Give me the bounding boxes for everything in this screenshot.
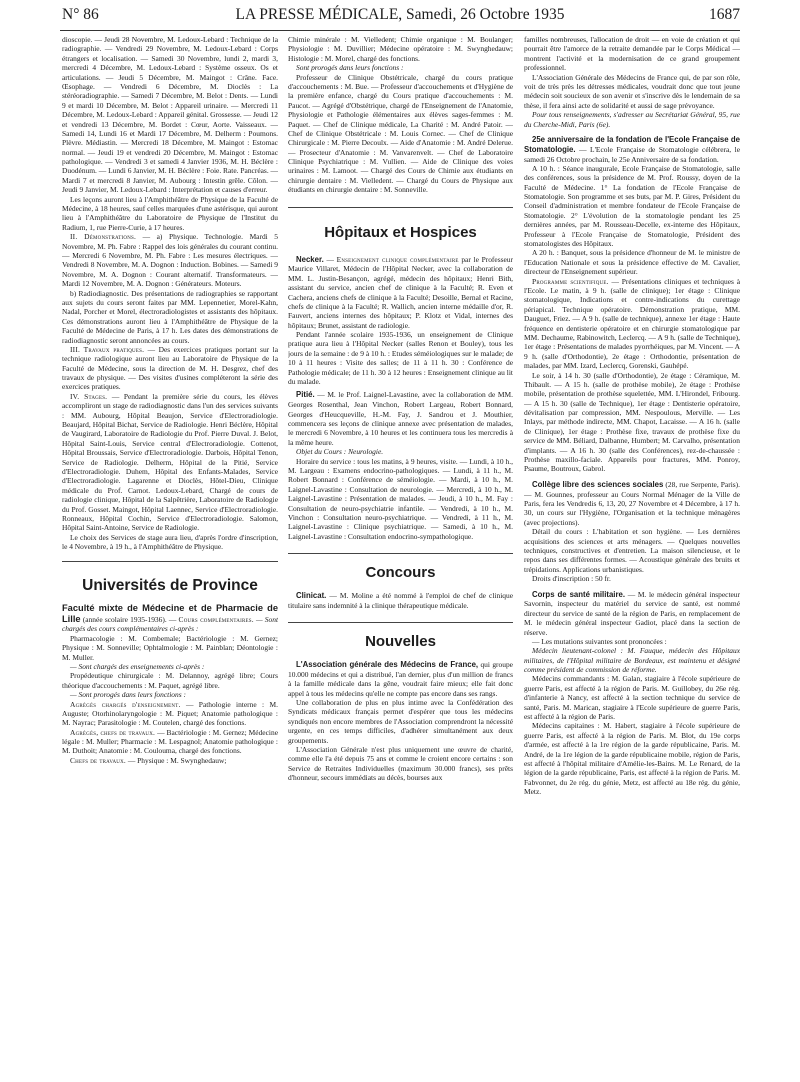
stage-choice-paragraph: Le choix des Services de stage aura lieu, d'après l'ordre d'inscription, le 4 Novembre, à 19 h., à l'Amphithéâtre de Physique. (62, 532, 278, 552)
section-divider (288, 622, 513, 623)
military-entry: Corps de santé militaire. — M. le médecin général inspecteur Savornin, inspecteur du matériel du service de santé, est nommé directeur du service de santé de la région de Paris, en remplacement de M. le médecin général inspecteur Gadiot, placé dans la section de réserve. (524, 589, 740, 637)
lille-entry: Faculté mixte de Médecine et de Pharmacie de Lille (année scolaire 1935-1936). — Cours complémentaires. — Sont chargés des cours complémentaires ci-après : (62, 603, 278, 634)
stages-paragraph: IV. Stages. — Pendant la première série du cours, les élèves accompliront un stage de radiodiagnostic dans l'un des services suivants : MM. Aubourg, Hôpital Beaujon, Service d'Electroradiologie. Beaujard, Hôpital Bichat, Service de Radiologie. Henri Béclère, Hôpital de Vaugirard, Laboratoire de Radiologie du Prof. Pierre Duval. J. Belot, Hôpital Saint-Louis, Service central d'Electroradiologie. Cottenot, Hôpital Broussais, Service d'Electroradiologie. Darbois, Hôpital Tenon, Service de Radiologie. Delherm, Hôpital de la Pitié, Service d'Electroradiologie. Duhem, Hôpital des Enfants-Malades, Service d'Electroradiologie. Lagarenne et Dioclès, Hôtel-Dieu, Clinique médicale du Prof. Carnot. Ledoux-Lebard, Chargé de cours de radiologie clinique, Hôpital de la Salpêtrière, Laboratoire de Radiologie du Prof. Gosset. Maingot, Hôpital Laennec, Service d'Electroradiologie. Ronneaux, Hôpital Cochin, Service d'Electroradiologie. Salomon, Hôpital Saint-Antoine, Service de Radiologie. (62, 391, 278, 533)
lille-paragraph: Pharmacologie : M. Combemale; Bactériologie : M. Gernez; Physique : M. Sonneville; Ophtalmologie : M. Painblan; Déontologie : M. Muller. (62, 633, 278, 662)
section-title-nouvelles: Nouvelles (365, 633, 436, 651)
prorogues-list: Professeur de Clinique Obstétricale, chargé du cours pratique d'accouchements : M. Bue. — Professeur d'accouchements et d'Hygiène de la première enfance, chargé du Cours pratique d'accouchements : M. Paucot. — Agrégé d'Obstétrique, chargé de l'Enseignement de l'Anatomie, Physiologie et Pathologie élémentaires aux élèves sages-femmes : M. Paquet. — Chef de Clinique médicale, La Charité : M. André Patoir. — Chef de Clinique Obstétricale : M. Louis Cornec. — Chef de Clinique Chirurgicale : M. Pierre Decoulx. — Aide d'Anatomie : M. André Delerue. — Prosecteur d'Anatomie : M. Vanvarenvelt. — Chef de Laboratoire Clinique Psychiatrique : M. Vullien. — Aide de Clinique des voies urinaires : M. Lamoot. — Chargé des Cours de Chimie aux étudiants en chirurgie dentaire : M. Vielledent. — Chargé du Cours de Physique aux étudiants en chirurgie dentaire : M. Sonneville. (288, 72, 513, 195)
radiology-schedule: dioscopie. — Jeudi 28 Novembre, M. Ledoux-Lebard : Technique de la radiographie. — Vendredi 29 Novembre, M. Ledoux-Lebard : Corps étrangers et localisation. — Samedi 30 Novembre, lundi 2, mardi 3, mercredi 4 Décembre, M. Ledoux-Lebard : Système osseux. Os et articulations. — Jeudi 5 Décembre, M. Maingot : Crâne. Face. Œsophage. — Vendredi 6 Décembre, M. Dioclès : La stéréoradiographie. — Samedi 7 Décembre, M. Belot : Dents. — Lundi 9 et mardi 10 Décembre, M. Belot : Appareil urinaire. — Mercredi 11 Décembre, M. Ledoux-Lebard : Appareil génital. Grossesse. — Jeudi 12 et vendredi 13 Décembre, M. Bordet : Cœur, Aorte. Vaisseaux. — Samedi 14, Lundi 16 et Mardi 17 Décembre, M. Delherm : Poumons. Plèvre. Médiastin. — Mercredi 18 Décembre, M. Maingot : Estomac normal. — Jeudi 19 et vendredi 20 Décembre, M. Maingot : Estomac pathologique. — Vendredi 3 et samedi 4 Janvier 1936, M. H. Béclère : Duodénum. — Lundi 6 Janvier, M. H. Béclère : Foie. Rate. Pancréas. — Mardi 7 et mercredi 8 Janvier, M. Aubourg : Intestin grêle. Côlon. — Jeudi 9 Janvier, M. Ledoux-Lebard : Interprétation et causes d'erreur. (62, 35, 278, 195)
program-label: Programme scientifique. (532, 276, 609, 286)
college-entry: Collège libre des sciences sociales (28, rue Serpente, Paris). — M. Gounnes, professeur au Cours Normal Ménager de la Ville de Paris, fera les Vendredis 6, 13, 20, 27 Novembre et 4 Décembre, à 17 h. 30, un cours sur l'Hygiène, l'Organisation et la technique ménagères (avec projections). (524, 479, 740, 527)
necker-paragraph: Pendant l'année scolaire 1935-1936, un enseignement de Clinique pratique aura lieu à l'Hôpital Necker (salles Renon et Bouley), tous les jours de la semaine : de 9 à 10 h. : Etudes séméiologiques sur le malade; de 10 à 11 heures : Visite des salles; de 11 à 11 h. 30 : Conférence de Pathologie médicale; de 11 h. 30 à 12 heures : Enseignement clinique au lit du malade. (288, 330, 513, 387)
practical-work-paragraph: III. Travaux pratiques. — Des exercices pratiques portant sur la technique radiologique auront lieu au Laboratoire de Physique de la Faculté de Médecine, sous la direction de M. H. Desgrez, chef des travaux de physique. — Des visites d'usines compléteront la série des exercices pratiques. (62, 344, 278, 392)
lille-paragraph: — Sont chargés des enseignements ci-après : (70, 661, 205, 671)
lille-paragraph: Agrégés chargés d'enseignement. — Pathologie interne : M. Auguste; Otorhinolaryngologie : M. Piquet; Anatomie pathologique : M. Nayrac; Parasitologie : M. Coutelen, chargé des fonctions. (62, 699, 278, 728)
pitie-paragraph: Objet du Cours : Neurologie. (296, 447, 384, 457)
publication-title: LA PRESSE MÉDICALE, Samedi, 26 Octobre 1935 (235, 6, 565, 23)
association-heading: L'Association générale des Médecins de France, (296, 660, 479, 670)
section-divider (288, 553, 513, 554)
necker-heading: Necker. (296, 254, 324, 264)
lille-paragraph: — Sont prorogés dans leurs fonctions : (70, 690, 186, 700)
clinicat-heading: Clinicat. (296, 590, 327, 600)
college-paragraph: Droits d'inscription : 50 fr. (532, 574, 611, 584)
column-3 (524, 35, 740, 1080)
pitie-paragraph: Horaire du service : tous les matins, à 9 heures, visite. — Lundi, à 10 h., M. Largeau : Examens endocrino-pathologiques. — Lundi, à 11 h., M. Robert Bonnard : Conférence de séméiologie. — Mardi, à 10 h., M. Laignel-Lavastine : Consultation de neurologie. — Mercredi, à 10 h., M. Laignel-Lavastine : Présentation de malades. — Jeudi, à 10 h., M. Fay : Consultation de neuro-psychiatrie infantile. — Vendredi, à 10 h., M. Vinchon : Consultation neuro-psychiatrique. — Vendredi, à 11 h., M. Laignel-Lavastine : Clinique psychiatrique. — Samedi, à 10 h., M. Laignel-Lavastine : Consultation endocrino-sympathologique. (288, 456, 513, 541)
military-paragraph: Médecins capitaines : M. Habert, stagiaire à l'école supérieure de guerre Paris, est affecté à la région de Paris. M. Blot, du 19e corps d'armée, est affecté à la 1re région de la garde républicaine, Paris. M. André, de la 1re légion de la garde républicaine mobile, région de Paris, est affecté à l'hôpital militaire d'Amélie-les-Bains. M. Le Renard, de la légion de la garde républicaine, Paris, est affecté à la région de Paris. M. Fabvonnet, du 2e rég. du génie, Metz, est affecté au 18e rég. du génie, Metz. (524, 721, 740, 797)
lille-heading: Faculté mixte de Médecine et de Pharmacie de Lille (62, 603, 278, 624)
association-paragraph: Une collaboration de plus en plus intime avec la Confédération des Syndicats médicaux français permet d'espérer que tous les médecins syndiqués non encore membres de l'Association comprendront la nécessité urgente, en ces temps difficiles, d'adhérer simultanément aux deux groupements. (288, 698, 513, 745)
pitie-entry: Pitié. — M. le Prof. Laignel-Lavastine, avec la collaboration de MM. Georges Rosenthal, Jean Vinchon, Robert Largeau, Robert Bonnard, Georges d'Heucqueville, H.-M. Fay, J. Sandrou et J. Mouthier, commencera ses leçons de clinique annexe avec présentation de malades, le mercredi 6 Novembre, à 10 heures et les continuera tous les mercredis à la même heure. (288, 390, 513, 447)
page-number: 1687 (709, 6, 740, 23)
column-2 (288, 35, 513, 1080)
lille-paragraph: Propédeutique chirurgicale : M. Delannoy, agrégé libre; Cours théorique d'accouchements : M. Paquet, agrégé libre. (62, 671, 278, 690)
header-rule (60, 30, 740, 31)
stomatology-paragraph: A 20 h. : Banquet, sous la présidence d'honneur de M. le ministre de l'Education Nationale et sous la présidence effective de M. Cavalier, directeur de l'Enseignement supérieur. (524, 248, 740, 277)
page-header (60, 6, 740, 28)
demonstrations-paragraph: II. Démonstrations. — a) Physique. Technologie. Mardi 5 Novembre, M. Ph. Fabre : Rappel des lois générales du courant continu. — Mercredi 6 Novembre, M. Ph. Fabre : Les mesures électriques. — Vendredi 8 Novembre, M. A. Dognon : Induction. Bobines. — Samedi 9 Novembre, M. A. Dognon : Courant alternatif. Transformateurs. — Mardi 12 Novembre, M. A. Dognon : Générateurs. Moteurs. (62, 232, 278, 289)
association-paragraph: L'Association Générale n'est plus uniquement une œuvre de charité, comme elle l'a été depuis 75 ans et comme le croient encore certains : son Service de Retraites Individuelles (maximum 30.000 francs), ses prêts d'honneur, secours immédiats au décès, bourses aux (288, 745, 513, 783)
stomatology-heading: 25e anniversaire de la fondation de l'Ecole Française de Stomatologie. (524, 134, 740, 154)
lille-paragraph: Agrégés, chefs de travaux. — Bactériologie : M. Gernez; Médecine légale : M. Muller; Pharmacie : M. Lespagnol; Anatomie pathologique : M. Duthoit; Anatomie : M. Coulouma, chargé des fonctions. (62, 727, 278, 756)
association-entry: L'Association générale des Médecins de France, qui groupe 10.000 médecins et qui a distribué, l'an dernier, plus d'un million de francs à la famille médicale dans la gêne, voudrait faire mieux; elle fait donc appel à tous les médecins qu'elle ne compte pas encore dans ses rangs. (288, 660, 513, 698)
prorogues-heading: Sont prorogés dans leurs fonctions : (296, 63, 404, 73)
column-1 (62, 35, 278, 1080)
college-paragraph: Détail du cours : L'habitation et son hygiène. — Les dernières acquisitions des sciences et arts ménagers. — Quelques nouvelles techniques, constructives et d'entretien. La maison silencieuse, et le repos dans ses différentes formes. — Acoustique générale des bruits et trépidations. Applications urbanistiques. (524, 527, 740, 574)
section-divider (288, 207, 513, 208)
military-paragraph: Médecins commandants : M. Galan, stagiaire à l'école supérieure de guerre Paris, est affecté à la région de Paris. M. Guillobey, du 26e rég. d'infanterie à Nancy, est affecté à la section technique du service de santé, Paris. M. Marican, stagiaire à l'Ecole supérieure de guerre Paris, est affecté à la région de Paris. (524, 674, 740, 722)
program-entry: Programme scientifique. — Présentations cliniques et techniques à l'Ecole. Le matin, à 9 h. (salle de clinique); 1er étage : Clinique stomatologique, Indications et contre-indications du curettage périapical. Technique opératoire. Démonstration pratique, MM. Dauguet, Friez. — A 9 h. (salle de technique), annexe 1er étage : Haute fréquence en dentisterie opératoire et en chirurgie stomatologique par MM. Dechaume, Rabinowitch, Leclercq. — A 9 h. (salle de Technique), 1er étage : Présentations de malades pyorrhéiques, par M. Vincent. — A 9 h. (salle d'Orthodontie), 2e étage : Orthodontie, présentation de malades, par MM. Izard, Leclercq, Gorenski, Gauhépé. (524, 276, 740, 371)
lessons-location: Les leçons auront lieu à l'Amphithéâtre de Physique de la Faculté de Médecine, à 18 heures, sauf celles marquées d'une astérisque, qui auront lieu à l'Amphithéâtre du Laboratoire de Physique de l'Institut du Radium, 1, rue Pierre-Curie, à 17 heures. (62, 194, 278, 232)
stages-label: IV. Stages. (70, 391, 108, 401)
lille-paragraph: Chefs de travaux. — Physique : M. Swynghedauw; (70, 755, 227, 765)
college-heading: Collège libre des sciences sociales (532, 479, 664, 489)
demonstrations-label: II. Démonstrations. (70, 232, 137, 242)
stomatology-paragraph: A 10 h. : Séance inaugurale, Ecole Française de Stomatologie, salle des conférences, sous la présidence de M. Prof. Roussy, doyen de la Faculté de Médecine. 1° La fondation de l'Ecole Française de Stomatologie. Son programme et ses buts, par M. P. Gires, Président du Conseil d'administration et membre fondateur de l'Ecole Française de Stomatologie. 2° L'évolution de la stomatologie pendant les 25 dernières années, par M. Rousseau-Decelle, ex-interne des Hôpitaux, Professeur à l'Ecole Française de Stomatologie, Président des stomatologistes des Hôpitaux. (524, 163, 740, 249)
association-paragraph: L'Association Générale des Médecins de France qui, de par son rôle, voit de très près les détresses médicales, voudrait donc que tout jeune médecin soit soucieux de son avenir et s'inscrive dès le lendemain de sa thèse, il fera ainsi acte de solidarité et aussi de sage prévoyance. (524, 72, 740, 110)
military-heading: Corps de santé militaire. (532, 589, 626, 599)
necker-entry: Necker. — Enseignement clinique complémentaire par le Professeur Maurice Villaret, Médecin de l'Hôpital Necker, avec la collaboration de MM. L. Justin-Besançon, agrégé, médecin des hôpitaux; Henri Bith, assistant du service, ancien chef de clinique à la Faculté; R. Even et Cachera, anciens chefs de clinique à la Faculté; Desoille, Bernal et Racine, chefs de clinique à la Faculté; R. Wallich, ancien interne médaille d'or, R. Fauvert, anciens internes des hôpitaux; P. Klotz et Vidal, internes des hôpitaux; Brunet, assistant de radiologie. (288, 254, 513, 330)
practical-work-label: III. Travaux pratiques. (70, 344, 145, 354)
stomatology-entry: 25e anniversaire de la fondation de l'Ecole Française de Stomatologie. — L'Ecole Française de Stomatologie célébrera, le samedi 26 Octobre prochain, le 25e Anniversaire de sa fondation. (524, 134, 740, 164)
association-continued: familles nombreuses, l'allocation de droit — en voie de création et qui pourrait être l'amorce de la retraite demandée par le Corps Médical — montrent l'activité et la modernisation de ce grand groupement professionnel. (524, 35, 740, 73)
radiodiagnostic-paragraph: b) Radiodiagnostic. Des présentations de radiographies se rapportant aux sujets du cours seront faites par MM. Lepennetier, Morel-Kahn, Nadal, Porcher et Morel, électroradiologistes et assistants des hôpitaux. Ces démonstrations auront lieu à l'Amphithéâtre de Physique de la Faculté de Médecine de Paris, à 17 h. Les dates des démonstrations de radiodiagnostic seront annoncées au cours. (62, 288, 278, 345)
section-title-hopitaux: Hôpitaux et Hospices (324, 223, 477, 241)
issue-number: N° 86 (62, 6, 99, 23)
section-divider (62, 561, 278, 562)
pitie-heading: Pitié. (296, 390, 315, 400)
section-title-concours: Concours (365, 564, 436, 582)
clinicat-entry: Clinicat. — M. Moline a été nommé à l'emploi de chef de clinique titulaire sans indemnité à la clinique thérapeutique médicale. (288, 590, 513, 610)
lille-continued: Chimie minérale : M. Vielledent; Chimie organique : M. Boulanger; Physiologie : M. Duvillier; Médecine opératoire : M. Swynghedauw; Histologie : M. Morel, chargé des fonctions. (288, 35, 513, 63)
section-title-universites: Universités de Province (82, 577, 258, 595)
association-contact: Pour tous renseignements, s'adresser au Secrétariat Général, 95, rue du Cherche-Midi, Paris (6e). (524, 110, 740, 129)
military-paragraph: — Les mutations suivantes sont prononcées : (532, 636, 667, 646)
military-paragraph: Médecin lieutenant-colonel : M. Fauque, médecin des Hôpitaux militaires, de l'Hôpital militaire de Bordeaux, est maintenu et désigné comme président de commission de réforme. (524, 646, 740, 675)
program-paragraph: Le soir, à 14 h. 30 (salle d'Orthodontie), 2e étage : Céramique, M. Thibault. — A 15 h. (salle de prothèse mobile), 2e étage : Prothèse mobile, présentation de prothèse squelettée, MM. L'Hirondel, Fribourg. — A 15 h. 30 (salle de Technique), 1er étage : Dentisterie opératoire, dévitalisation par compression, MM. Nespoulous, Merville. — Les Inlays, par méthode indirecte, MM. Chapot, Lacaisse. — A 16 h. (salle de Clinique), 1er étage : Prothèse fixe, travaux de prothèse fixe du service de MM. Béliard, Dalbanne, Humbert; M. Carvalho, présentation d'implants. — A 16 h. 30 (salle des Conférences), rez-de-chaussée : Prothèse maxillo-faciale. Appareils pour fractures, MM. Ponroy, Psaume, Boutroux, Gabrol. (524, 370, 740, 474)
